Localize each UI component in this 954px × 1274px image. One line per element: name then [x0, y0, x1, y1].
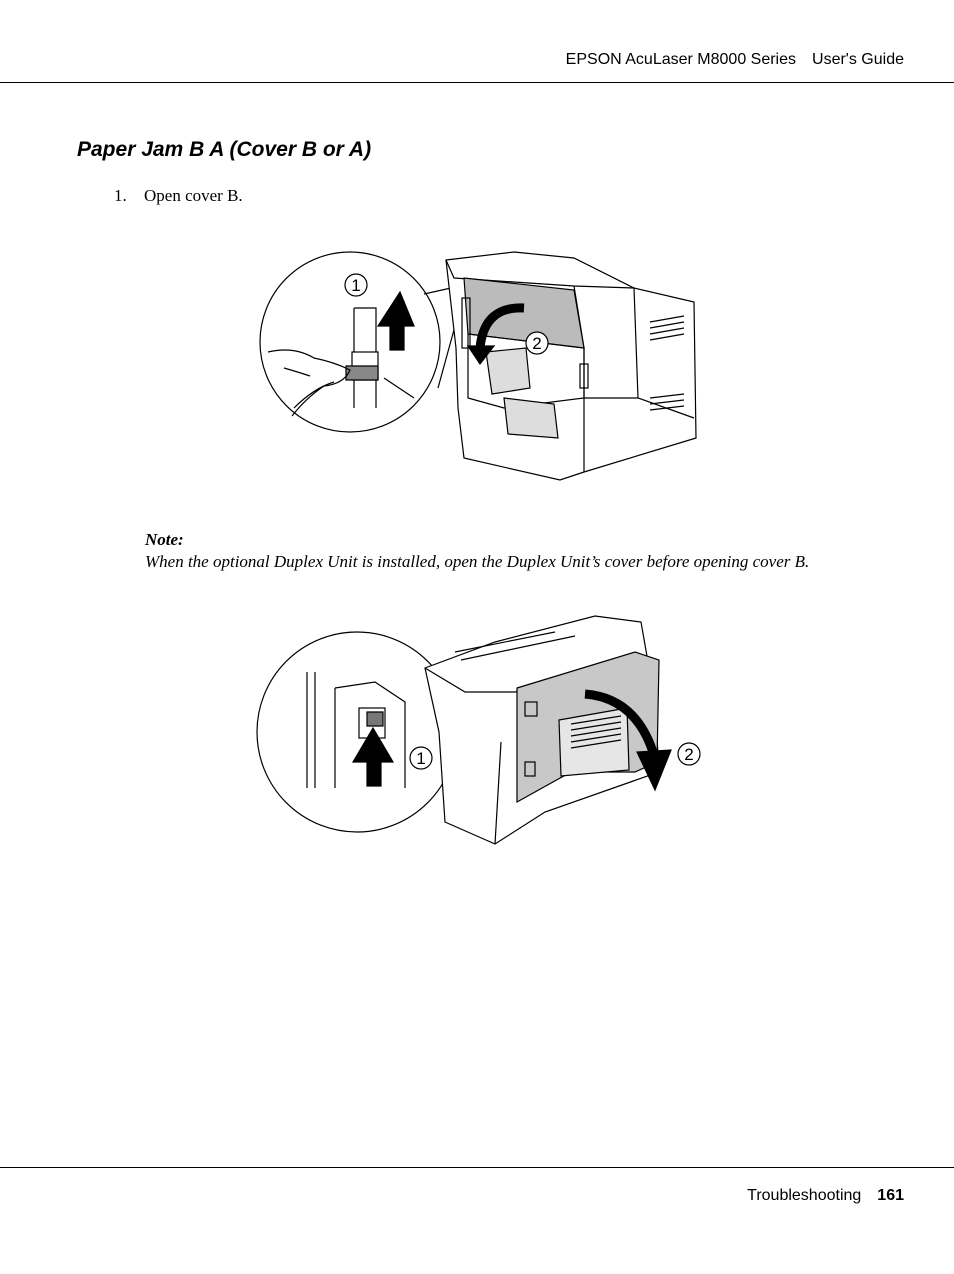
page-header [0, 0, 954, 83]
callout-1: 1 [416, 749, 426, 768]
step-number: 1. [114, 186, 127, 205]
callout-2: 2 [684, 745, 694, 764]
step-text: Open cover B. [144, 186, 243, 205]
callout-1: 1 [351, 276, 361, 295]
header-product: EPSON AcuLaser M8000 Series [565, 51, 797, 68]
figure-open-duplex-cover [255, 612, 715, 852]
header-text [566, 51, 904, 69]
step-1 [114, 186, 243, 206]
note-text: When the optional Duplex Unit is installed, open the Duplex Unit’s cover before opening cover B. [145, 552, 810, 571]
footer-section: Troubleshooting [747, 1187, 862, 1204]
callout-2: 2 [532, 334, 542, 353]
page-number: 161 [877, 1187, 904, 1204]
header-guide: User's Guide [812, 51, 904, 68]
section-title: Paper Jam B A (Cover B or A) [77, 138, 372, 161]
note-label: Note: [145, 530, 184, 549]
footer-text [747, 1187, 904, 1205]
figure-open-cover-b [254, 248, 700, 488]
page-footer [0, 1167, 954, 1168]
